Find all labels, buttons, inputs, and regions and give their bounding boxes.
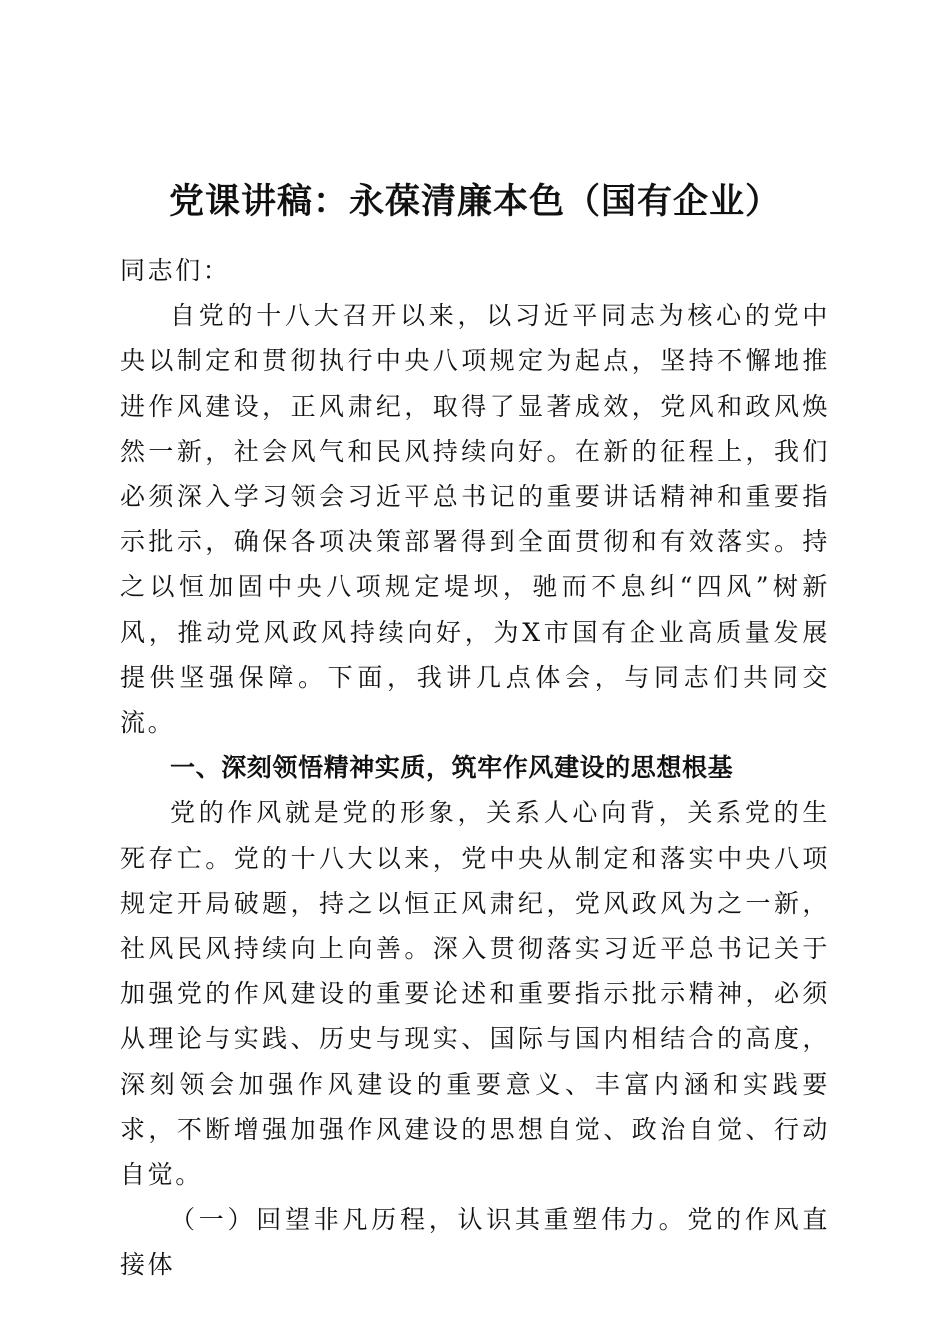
section1-paragraph: 党的作风就是党的形象，关系人心向背，关系党的生死存亡。党的十八大以来，党中央从制定和落实中央八项规定开局破题，持之以恒正风肃纪，党风政风为之一新，社风民风持续向上向善。深入贯彻落实习近平总书记关于加强党的作风建设的重要论述和重要指示批示精神，必须从理论与实践、历史与现实、国际与国内相结合的高度，深刻领会加强作风建设的重要意义、丰富内涵和实践要求，不断增强加强作风建设的思想自觉、政治自觉、行动自觉。: [120, 798, 830, 1190]
document-body: [120, 248, 830, 1288]
intro-paragraph: 自党的十八大召开以来，以习近平同志为核心的党中央以制定和贯彻执行中央八项规定为起点，坚持不懈地推进作风建设，正风肃纪，取得了显著成效，党风和政风焕然一新，社会风气和民风持续向好。在新的征程上，我们必须深入学习领会习近平总书记的重要讲话精神和重要指示批示，确保各项决策部署得到全面贯彻和有效落实。持之以恒加固中央八项规定堤坝，驰而不息纠“四风”树新风，推动党风政风持续向好，为X市国有企业高质量发展提供坚强保障。下面，我讲几点体会，与同志们共同交流。: [120, 301, 830, 738]
subsection-1-start: （一）回望非凡历程，认识其重塑伟力。党的作风直接体: [120, 1205, 830, 1280]
section-heading-1: 一、深刻领悟精神实质，筑牢作风建设的思想根基: [170, 753, 734, 783]
document-title: 党课讲稿：永葆清廉本色（国有企业）: [168, 181, 781, 222]
greeting: 同志们：: [120, 256, 231, 285]
